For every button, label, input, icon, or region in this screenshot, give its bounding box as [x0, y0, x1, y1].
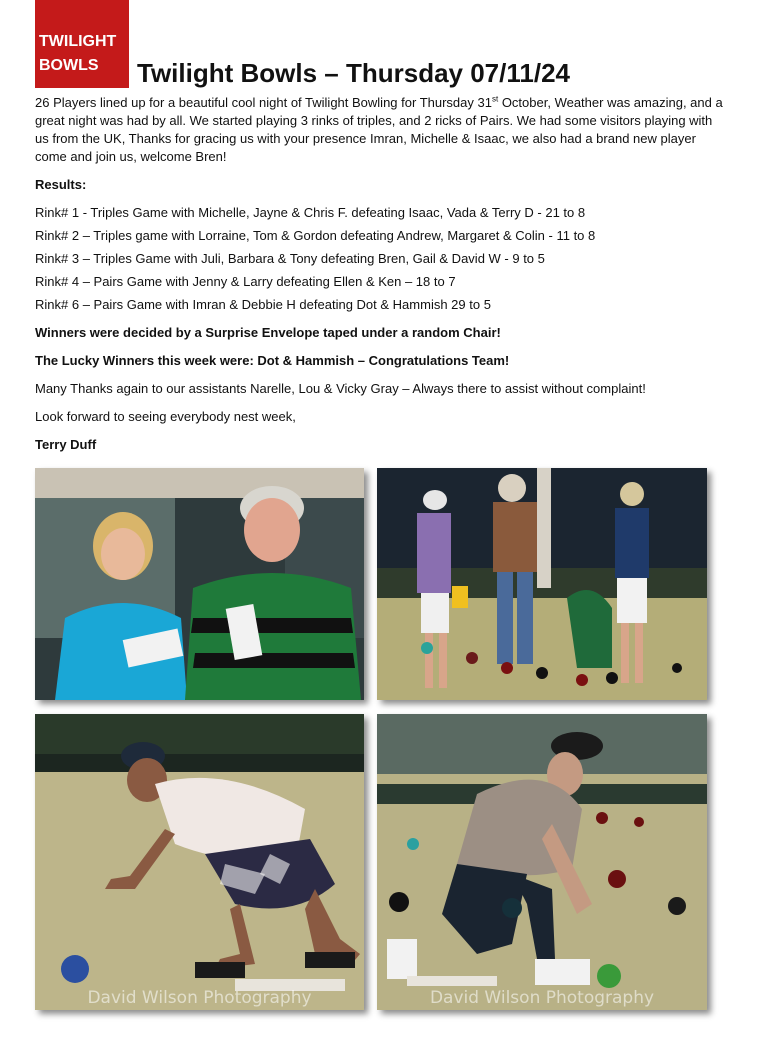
results-heading: Results:: [35, 177, 87, 192]
photo-woman-bowling: [377, 714, 707, 1010]
photo-winners: [35, 468, 364, 700]
article-body: [35, 94, 725, 454]
rink-result-3: Rink# 3 – Triples Game with Juli, Barbara & Tony defeating Bren, Gail & David W - 9 to 5: [35, 251, 545, 266]
photo-watermark: David Wilson Photography: [429, 988, 655, 1008]
intro-superscript: st: [491, 94, 499, 104]
intro-text-1: 26 Players lined up for a beautiful cool night of Twilight Bowling for Thursday 31: [35, 95, 492, 110]
look-forward: Look forward to seeing everybody nest week,: [35, 409, 296, 424]
intro-text-2: October, Weather was amazing, and a great night was had by all. We started playing 3 rinks of triples, and 2 ricks of Pairs. We had some visitors playing with us from the UK, Thanks for gracing us with your presence Imran, Michelle & Isaac, we also had a brand new player come and join us, welcome Bren!: [35, 95, 723, 164]
rink-result-4: Rink# 4 – Pairs Game with Jenny & Larry defeating Ellen & Ken – 18 to 7: [35, 274, 456, 289]
thanks-note: Many Thanks again to our assistants Narelle, Lou & Vicky Gray – Always there to assist without complaint!: [35, 381, 646, 396]
page-title: Twilight Bowls – Thursday 07/11/24: [137, 58, 570, 88]
photo-watermark: David Wilson Photography: [87, 988, 312, 1008]
twilight-bowls-logo: [35, 0, 129, 88]
photo-players-on-green: [377, 468, 707, 700]
logo-line-1: TWILIGHT: [39, 33, 117, 50]
lucky-winners: The Lucky Winners this week were: Dot & Hammish – Congratulations Team!: [35, 353, 510, 368]
winners-note: Winners were decided by a Surprise Envelope taped under a random Chair!: [35, 325, 501, 340]
rink-result-6: Rink# 6 – Pairs Game with Imran & Debbie H defeating Dot & Hammish 29 to 5: [35, 297, 491, 312]
signature: Terry Duff: [35, 437, 97, 452]
rink-result-2: Rink# 2 – Triples game with Lorraine, Tom & Gordon defeating Andrew, Margaret & Colin - 11 to 8: [35, 228, 596, 243]
rink-result-1: Rink# 1 - Triples Game with Michelle, Jayne & Chris F. defeating Isaac, Vada & Terry D - 21 to 8: [35, 205, 586, 220]
logo-line-2: BOWLS: [39, 57, 99, 74]
intro-paragraph: [35, 94, 725, 166]
photo-man-bowling: [35, 714, 364, 1010]
